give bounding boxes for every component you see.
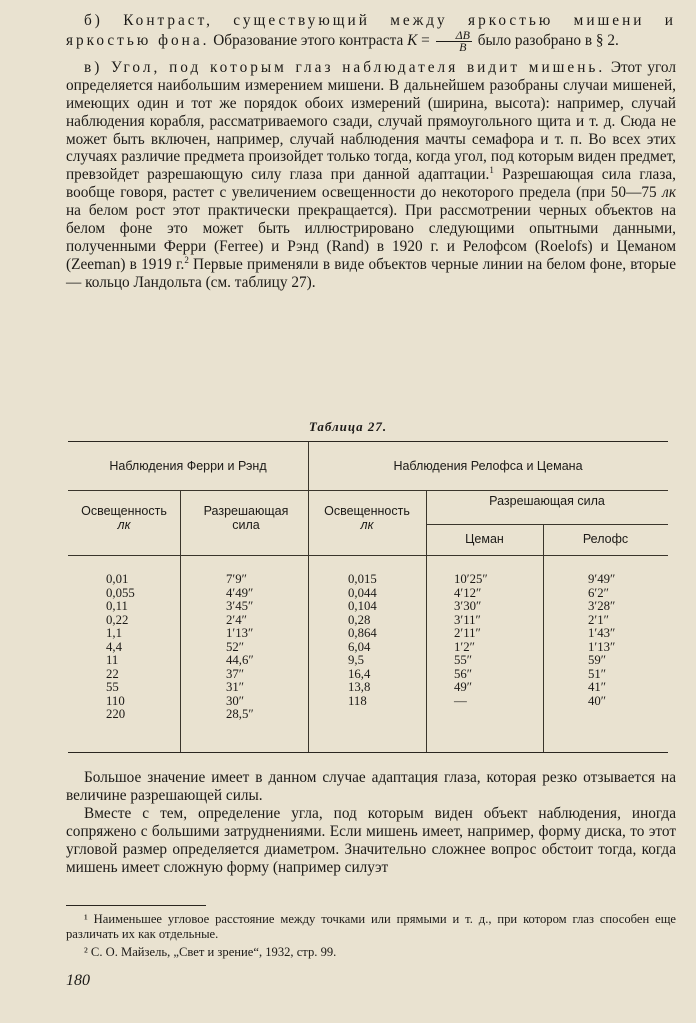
table-cell: 1′43″: [588, 626, 616, 640]
paragraph-angle: в) Угол, под которым глаз наблюдателя видит мишень. Этот угол определяется наибольшим измерением мишени. В дальнейшем разобраны случаи мишеней, имеющих один и тот же порядок обоих измерений (ширина, высота): например, случай наблюдения корабля, рассматриваемого сзади, случай прямоугольного щита и т. д. Сюда не может быть включен, например, случай наблюдения мачты семафора и т. п. Во всех этих случаях различие предмета произойдет только тогда, когда угол, под которым виден предмет, превзойдет разрешающую силу глаза при данной адаптации.$^1$ Разрешающая сила глаза, вообще говоря, растет с увеличением освещенности до некоторого предела (при 50—75 лк на белом рост этот практически прекращается). При рассмотрении черных объектов на белом фоне это может быть иллюстрировано следующими опытными данными, полученными Ферри (Ferree) и Рэнд (Rand) в 1920 г. и Релофсом (Roelofs) и Цеманом (Zeeman) в 1919 г.$^2$ Первые применяли в виде объектов черные линии на белом фоне, вторые — кольцо Ландольта (см. таблицу 27).: [66, 58, 677, 291]
column-illuminance-2: [348, 573, 377, 708]
table-cell: 56″: [454, 666, 473, 681]
table-cell: 40″: [588, 693, 607, 708]
table-cell: 220: [106, 707, 126, 721]
table-cell: 3′45″: [226, 599, 254, 613]
table-cell: —: [454, 693, 467, 708]
col-header-zeeman: Цеман: [465, 532, 504, 546]
table-cell: 51″: [588, 666, 607, 681]
table-cell: 10′25″: [454, 572, 488, 586]
table-cell: 2′1″: [588, 612, 609, 627]
col-header-resolution-2: Разрешающая сила: [489, 494, 605, 508]
table-cell: 4,4: [106, 639, 122, 654]
table-cell: 44,6″: [226, 653, 254, 667]
table-cell: 6,04: [348, 639, 371, 654]
body-text-bottom: [66, 769, 676, 876]
table-cell: 3′30″: [454, 599, 482, 613]
column-illuminance-1: [106, 573, 135, 722]
col-header-illuminance-2: Освещенность лк: [324, 504, 410, 532]
table-cell: 11: [106, 653, 119, 667]
column-resolution-zeeman: [454, 573, 488, 708]
table-cell: 0,044: [348, 585, 377, 600]
table-cell: 118: [348, 693, 367, 708]
table-cell: 0,01: [106, 572, 129, 586]
table-cell: 1′13″: [226, 626, 254, 640]
table-cell: 16,4: [348, 666, 371, 681]
table-cell: 0,864: [348, 626, 377, 640]
table-cell: 13,8: [348, 680, 371, 694]
table-cell: 0,11: [106, 599, 128, 613]
footnote-2: ² С. О. Майзель, „Свет и зрение“, 1932, стр. 99.: [84, 945, 337, 959]
table-cell: 9,5: [348, 653, 364, 667]
rule-v: [543, 524, 544, 752]
group-header-ferree: Наблюдения Ферри и Рэнд: [109, 459, 267, 473]
table-cell: 0,28: [348, 612, 371, 627]
table-cell: 30″: [226, 693, 245, 708]
table-caption: Таблица 27.: [308, 419, 388, 434]
table-cell: 59″: [588, 653, 607, 667]
rule-v: [180, 490, 181, 752]
table-cell: 7′9″: [226, 572, 247, 586]
table-cell: 0,22: [106, 612, 129, 627]
table-cell: 1′2″: [454, 639, 475, 654]
table-cell: 28,5″: [226, 707, 254, 721]
table-cell: 49″: [454, 680, 473, 694]
footnote-1: ¹ Наименьшее угловое расстояние между точками или прямыми и т. д., при котором глаз способен еще различать их как отдельные.: [66, 912, 676, 941]
page-number: 180: [66, 972, 90, 989]
col-header-resolution-1: Разрешающая сила: [203, 504, 289, 532]
table-cell: 37″: [226, 666, 245, 681]
table-cell: 3′28″: [588, 599, 616, 613]
table-cell: 6′2″: [588, 585, 609, 600]
paragraph-angle-definition: Вместе с тем, определение угла, под которым виден объект наблюдения, иногда сопряжено с большими затруднениями. Если мишень имеет, например, форму диска, то этот угловой размер определяется диаметром. Значительно сложнее вопрос обстоит тогда, когда мишень имеет сложную форму (например силуэт: [66, 804, 676, 876]
table-cell: 1,1: [106, 626, 122, 640]
table-cell: 52″: [226, 639, 245, 654]
column-resolution-roelofs: [588, 573, 615, 708]
rule-h: [426, 524, 668, 525]
table-cell: 22: [106, 666, 119, 681]
rule-h: [68, 555, 668, 556]
paragraph-contrast: б) Контраст, существующий между яркостью мишени и яркостью фона. Образование этого контраста K = $\frac{\Delta B}{B}$ было разобрано в § 2.: [66, 12, 676, 54]
table-cell: 2′11″: [454, 626, 481, 640]
table-cell: 55: [106, 680, 119, 694]
table-cell: 0,104: [348, 599, 377, 613]
table-cell: 31″: [226, 680, 245, 694]
col-header-roelofs: Релофс: [582, 532, 629, 546]
table-cell: 4′12″: [454, 585, 482, 600]
footnote-rule: [66, 905, 206, 906]
contrast-fraction: $\frac{\Delta B}{B}$: [436, 30, 472, 53]
rule-v: [426, 490, 427, 752]
column-resolution-ferree: [226, 573, 254, 722]
table-cell: 3′11″: [454, 612, 481, 627]
table-cell: 1′13″: [588, 639, 616, 654]
table-cell: 4′49″: [226, 585, 254, 600]
table-cell: 55″: [454, 653, 473, 667]
col-header-illuminance-1: Освещенность лк: [81, 504, 167, 532]
table-cell: 41″: [588, 680, 607, 694]
group-header-roelofs: Наблюдения Релофса и Цемана: [393, 459, 583, 473]
rule-h: [68, 490, 668, 491]
paragraph-adaptation: Большое значение имеет в данном случае адаптация глаза, которая резко отзывается на величине разрешающей силы.: [66, 769, 676, 804]
table-cell: 110: [106, 693, 125, 708]
rule-v: [308, 442, 309, 752]
table-cell: 2′4″: [226, 612, 247, 627]
table-cell: 9′49″: [588, 572, 616, 586]
table-cell: 0,015: [348, 572, 377, 586]
table-27: [68, 441, 668, 753]
table-cell: 0,055: [106, 585, 135, 600]
body-text-top: [66, 12, 676, 292]
